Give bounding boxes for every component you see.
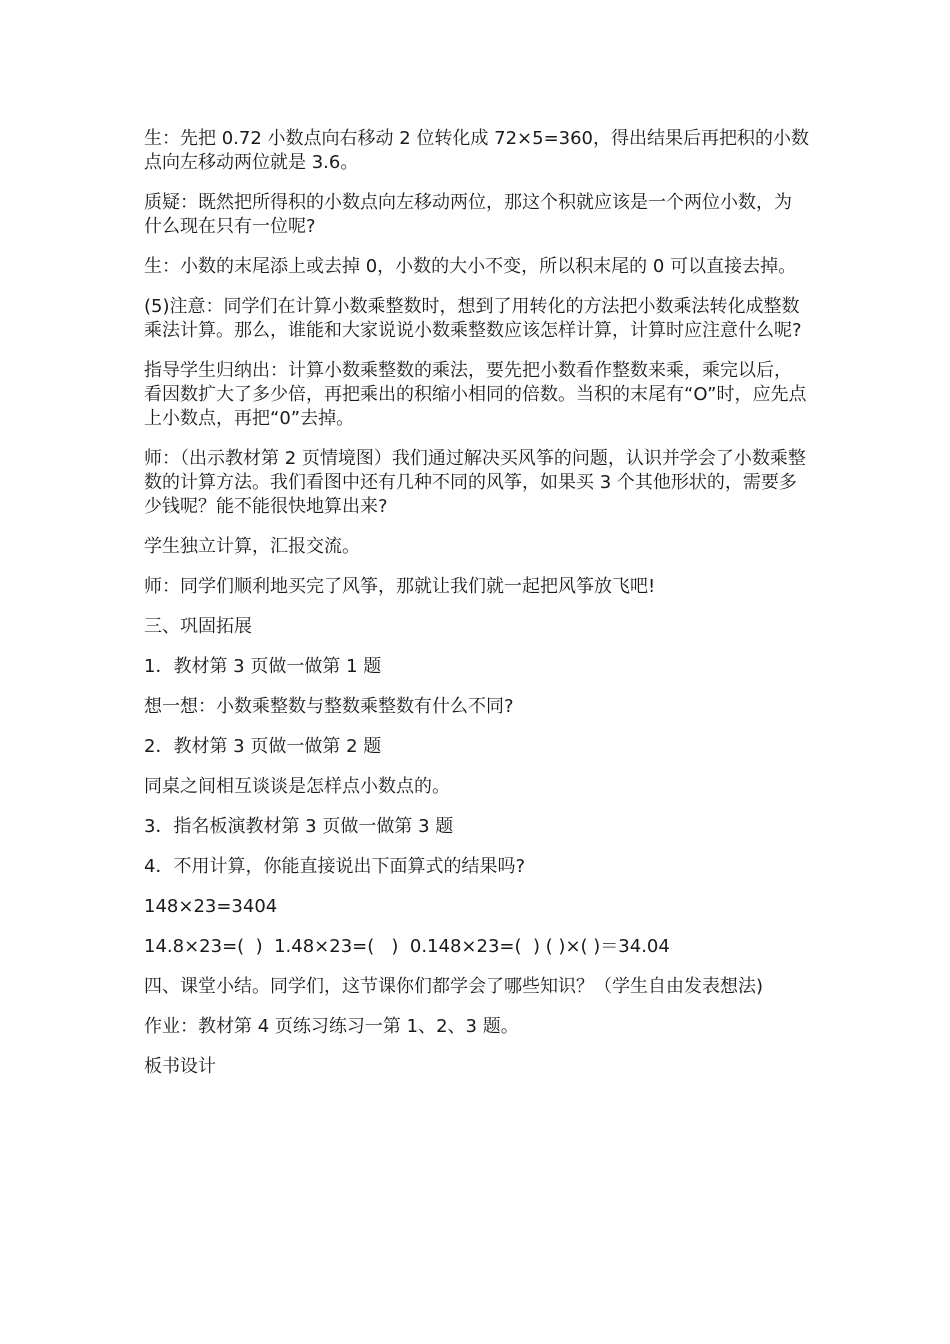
equation-given: 148×23=3404 xyxy=(144,896,278,917)
section-heading-summary: 四、课堂小结。同学们，这节课你们都学会了哪些知识？（学生自由发表想法) xyxy=(144,976,764,997)
paragraph-question: 质疑：既然把所得积的小数点向左移动两位，那这个积就应该是一个两位小数，为什么现在只有一位呢? xyxy=(144,192,792,237)
paragraph-summary-rule: 指导学生归纳出：计算小数乘整数的乘法，要先把小数看作整数来乘，乘完以后，看因数扩大了多少倍，再把乘出的积缩小相同的倍数。当积的末尾有“O”时，应先点上小数点，再把“0”去掉。 xyxy=(144,360,807,429)
paragraph-student-method: 生：先把 0.72 小数点向右移动 2 位转化成 72×5=360，得出结果后再把积的小数点向左移动两位就是 3.6。 xyxy=(144,128,810,173)
paragraph-attention: (5)注意：同学们在计算小数乘整数时，想到了用转化的方法把小数乘法转化成整数乘法计算。那么，谁能和大家说说小数乘整数应该怎样计算，计算时应注意什么呢? xyxy=(144,296,802,341)
paragraph-independent-calc: 学生独立计算，汇报交流。 xyxy=(144,536,360,557)
paragraph-teacher-kites: 师：（出示教材第 2 页情境图）我们通过解决买风筝的问题，认识并学会了小数乘整数的计算方法。我们看图中还有几种不同的风筝，如果买 3 个其他形状的，需要多少钱呢？能不能很快地算出来? xyxy=(144,448,806,517)
equation-blanks: 14.8×23=( ) 1.48×23=( ) 0.148×23=( ) ( )×( )＝34.04 xyxy=(144,936,670,957)
paragraph-homework: 作业：教材第 4 页练习练习一第 1、2、3 题。 xyxy=(144,1016,519,1037)
paragraph-student-answer: 生：小数的末尾添上或去掉 0，小数的大小不变，所以积末尾的 0 可以直接去掉。 xyxy=(144,256,797,277)
exercise-item-4: 4．不用计算，你能直接说出下面算式的结果吗? xyxy=(144,856,526,877)
heading-board-design: 板书设计 xyxy=(144,1056,216,1077)
paragraph-think: 想一想：小数乘整数与整数乘整数有什么不同? xyxy=(144,696,514,717)
document-body xyxy=(144,127,809,1095)
paragraph-deskmate: 同桌之间相互谈谈是怎样点小数点的。 xyxy=(144,776,450,797)
section-heading-consolidate: 三、巩固拓展 xyxy=(144,616,252,637)
exercise-item-1: 1．教材第 3 页做一做第 1 题 xyxy=(144,656,382,677)
paragraph-teacher-fly: 师：同学们顺利地买完了风筝，那就让我们就一起把风筝放飞吧! xyxy=(144,576,656,597)
exercise-item-3: 3．指名板演教材第 3 页做一做第 3 题 xyxy=(144,816,454,837)
exercise-item-2: 2．教材第 3 页做一做第 2 题 xyxy=(144,736,382,757)
